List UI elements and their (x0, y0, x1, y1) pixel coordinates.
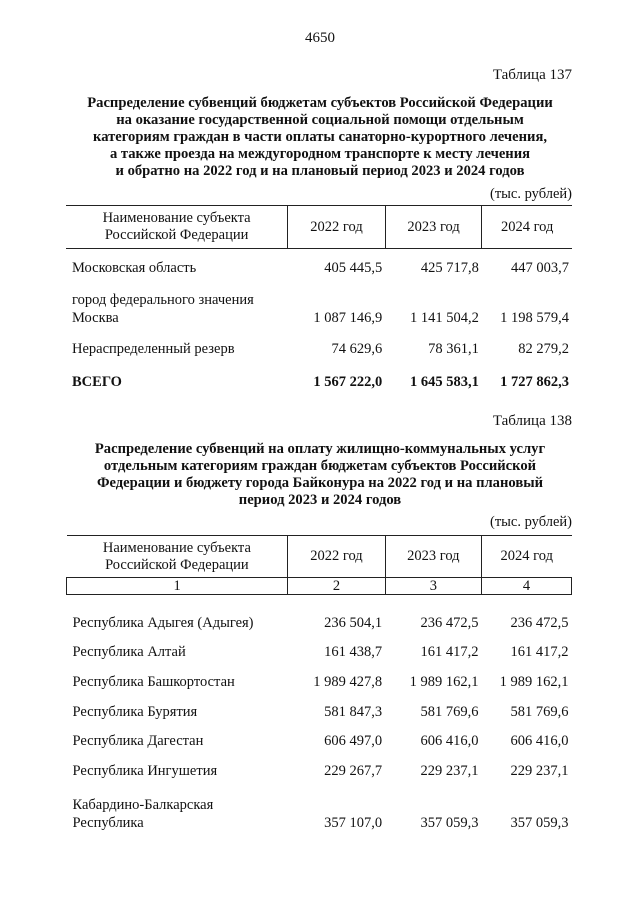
value-2023: 161 417,2 (420, 643, 479, 660)
value-2022: 1 087 146,9 (313, 309, 383, 326)
table-row (66, 327, 572, 358)
row-name: Республика Ингушетия (72, 762, 218, 779)
table-row (67, 721, 572, 750)
table-137-title-line: на оказание государственной социальной помощи отдельным (116, 112, 524, 128)
value-2024: 161 417,2 (510, 643, 569, 660)
table-138-label: Таблица 138 (492, 413, 572, 429)
row-name: Нераспределенный резерв (72, 340, 235, 357)
header-2022: 2022 год (288, 206, 386, 249)
total-2023: 1 645 583,1 (409, 373, 479, 390)
value-2024: 581 769,6 (510, 703, 569, 720)
value-2022: 1 989 427,8 (313, 673, 383, 690)
value-2023: 581 769,6 (420, 703, 479, 720)
value-2024: 1 989 162,1 (499, 673, 569, 690)
header-2023: 2023 год (385, 536, 481, 578)
value-2023: 229 237,1 (420, 762, 479, 779)
table-137-units: (тыс. рублей) (490, 186, 572, 202)
table-row (66, 277, 572, 327)
header-2024: 2024 год (482, 206, 572, 249)
value-2023: 78 361,1 (428, 340, 479, 357)
value-2024: 82 279,2 (518, 340, 569, 357)
row-name: Республика Адыгея (Адыгея) (72, 614, 254, 631)
table-row (67, 691, 572, 721)
value-2022: 581 847,3 (324, 703, 383, 720)
column-number-row (67, 578, 572, 595)
value-2023: 1 989 162,1 (409, 673, 479, 690)
table-138-title-line: период 2023 и 2024 годов (238, 492, 402, 508)
total-2022: 1 567 222,0 (313, 373, 383, 390)
value-2023: 1 141 504,2 (409, 309, 479, 326)
table-137-title-line: а также проезда на междугородном транспорте к месту лечения (109, 146, 531, 162)
table-138-title (60, 441, 580, 509)
value-2022: 405 445,5 (324, 259, 383, 276)
table-row (67, 632, 572, 661)
header-2023: 2023 год (385, 206, 482, 249)
header-2024: 2024 год (481, 536, 571, 578)
table-138-title-line: Федерации и бюджету города Байконура на 2022 год и на плановый (96, 475, 543, 491)
column-number: 3 (385, 578, 481, 595)
row-name: Республика Башкортостан (72, 673, 235, 690)
value-2024: 1 198 579,4 (500, 309, 569, 326)
header-subject: Наименование субъекта Российской Федерации (67, 536, 288, 578)
table-137-label: Таблица 137 (492, 67, 572, 83)
total-2024: 1 727 862,3 (500, 373, 569, 390)
row-name: Московская область (72, 259, 197, 276)
header-subject: Наименование субъекта Российской Федерации (66, 206, 288, 249)
table-row (67, 750, 572, 780)
table-137 (66, 205, 572, 391)
value-2023: 425 717,8 (420, 259, 479, 276)
table-138-title-line: отдельным категориям граждан бюджетам субъектов Российской (103, 458, 537, 474)
value-2022: 357 107,0 (324, 814, 383, 831)
value-2024: 236 472,5 (510, 614, 569, 631)
header-2022: 2022 год (288, 536, 385, 578)
column-number: 1 (67, 578, 288, 595)
value-2023: 236 472,5 (420, 614, 479, 631)
row-name: Кабардино-Балкарская Республика (72, 796, 214, 831)
row-name: город федерального значения Москва (72, 291, 254, 326)
value-2023: 357 059,3 (420, 814, 479, 831)
column-number: 4 (481, 578, 571, 595)
value-2022: 236 504,1 (324, 614, 383, 631)
table-137-title-line: и обратно на 2022 год и на плановый период 2023 и 2024 годов (115, 163, 525, 179)
page-number: 4650 (305, 30, 335, 46)
value-2024: 447 003,7 (511, 259, 569, 276)
row-name: Республика Алтай (72, 643, 186, 660)
value-2022: 161 438,7 (324, 643, 383, 660)
value-2024: 229 237,1 (510, 762, 569, 779)
value-2022: 74 629,6 (331, 340, 383, 357)
table-137-title (60, 95, 580, 180)
value-2022: 229 267,7 (324, 762, 383, 779)
value-2023: 606 416,0 (420, 732, 479, 749)
table-row (67, 595, 572, 632)
value-2024: 606 416,0 (510, 732, 569, 749)
value-2022: 606 497,0 (324, 732, 383, 749)
table-row (66, 249, 572, 277)
row-name: Республика Дагестан (72, 732, 204, 749)
table-138-title-line: Распределение субвенций на оплату жилищно-коммунальных услуг (94, 441, 546, 457)
table-137-title-line: Распределение субвенций бюджетам субъектов Российской Федерации (87, 95, 553, 111)
total-row (66, 358, 572, 391)
table-row (67, 780, 572, 832)
value-2024: 357 059,3 (510, 814, 569, 831)
table-138 (66, 535, 572, 832)
column-number: 2 (288, 578, 385, 595)
row-name: Республика Бурятия (72, 703, 198, 720)
table-137-title-line: категориям граждан в части оплаты санаторно-курортного лечения, (93, 129, 547, 145)
total-label: ВСЕГО (72, 373, 122, 390)
table-138-units: (тыс. рублей) (490, 514, 572, 530)
table-row (67, 661, 572, 691)
